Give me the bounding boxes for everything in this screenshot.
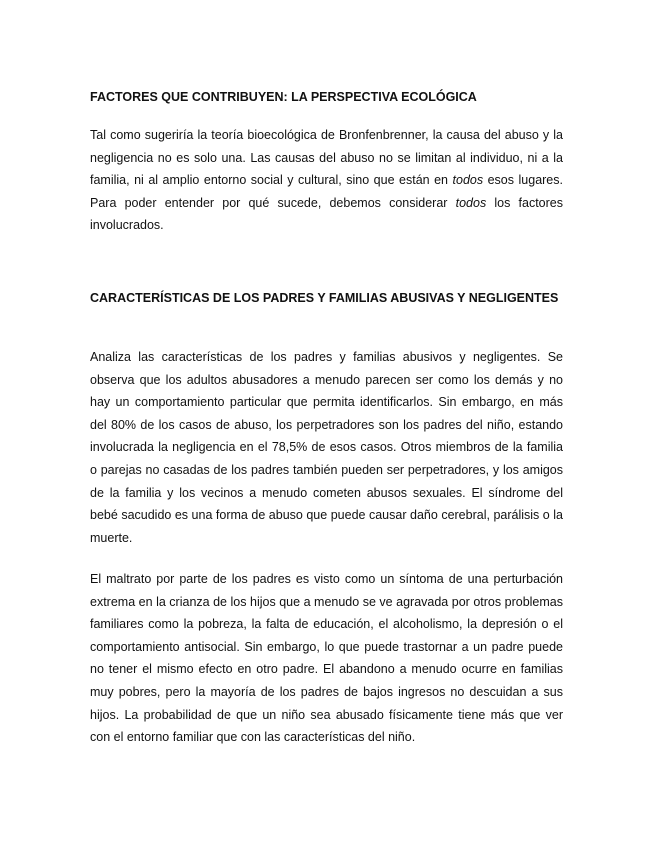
paragraph-maltrato: El maltrato por parte de los padres es visto como un síntoma de una perturbación extrema en la crianza de los hijos que a menudo se ve agravada por otros problemas familiares como la pobreza, la falta de educación, el alcoholismo, la depresión o el comportamiento antisocial. Sin embargo, lo que puede trastornar a un padre puede no tener el mismo efecto en otro padre. El abandono a menudo ocurre en familias muy pobres, pero la mayoría de los padres de bajos ingresos no descuidan a sus hijos. La probabilidad de que un niño sea abusado físicamente tiene más que ver con el entorno familiar que con las características del niño. — [90, 572, 563, 745]
emphasis-todos: todos — [452, 173, 484, 188]
paragraph-text: esos lugares. Para poder entender por qué sucede, debemos considerar — [90, 173, 563, 210]
paragraph-text: los factores involucrados. — [90, 195, 563, 233]
paragraph-text: Tal como sugeriría la teoría bioecológica de Bronfenbrenner, la causa del abuso y la negligencia no es solo una. Las causas del abuso no se limitan al individuo, ni a la familia, ni al amplio entorno social y cultural, sino que están en — [90, 128, 563, 188]
paragraph-caracteristicas: Analiza las características de los padres y familias abusivos y negligentes. Se observa que los adultos abusadores a menudo parecen ser como los demás y no hay un comportamiento particular que permita identificarlos. Sin embargo, en más del 80% de los casos de abuso, los perpetradores son los padres del niño, estando involucrada la negligencia en el 78,5% de esos casos. Otros miembros de la familia o parejas no casadas de los padres también pueden ser perpetradores, y los amigos de la familia y los vecinos a menudo cometen abusos sexuales. El síndrome del bebé sacudido es una forma de abuso que puede causar daño cerebral, parálisis o la muerte. — [90, 350, 563, 545]
emphasis-todos: todos — [455, 195, 487, 210]
section-heading-caracteristicas: CARACTERÍSTICAS DE LOS PADRES Y FAMILIAS ABUSIVAS Y NEGLIGENTES — [90, 291, 559, 305]
paragraph-ecologica — [90, 124, 563, 237]
section-heading-factores: FACTORES QUE CONTRIBUYEN: LA PERSPECTIVA ECOLÓGICA — [90, 90, 477, 104]
